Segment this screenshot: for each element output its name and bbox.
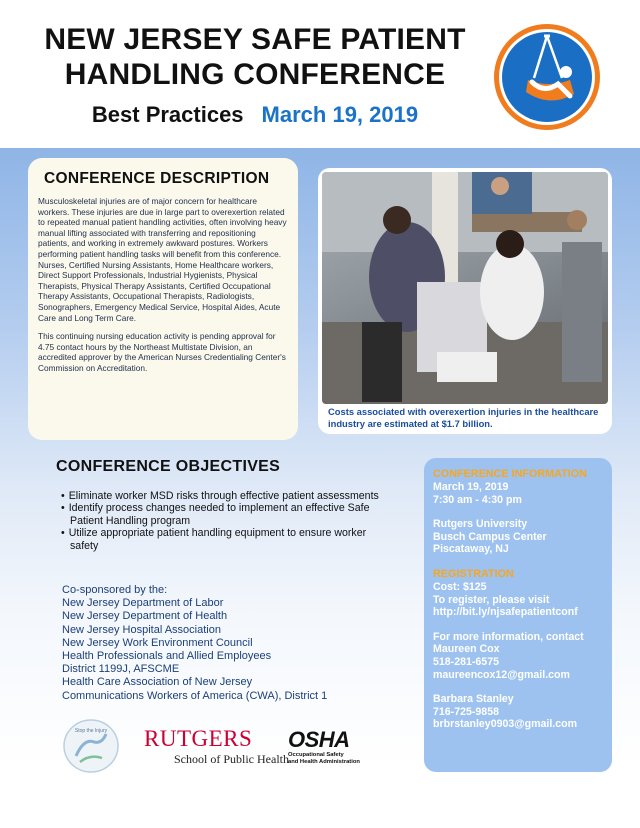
description-paragraph-1: Musculoskeletal injuries are of major concern for healthcare workers. These injuries are due in large part to overexertion related to repeated manual patient handling activities, often involving heavy manual lifting associated with transferring and repositioning patients, and working in extremely awkward postures. Workers performing patient handling tasks will benefit from this conference. Nurses, Certified Nursing Assistants, Home Healthcare workers, Direct Support Professionals, Industrial Hygienists, Physical Therapists, Physical Therapy Assistants, Certified Occupational Therapy Assistants, Occupational Therapists, Radiologists, Sonographers, Emergency Medical Service, Hospital Aides, Acute Care and Long Term Care. [38, 196, 287, 323]
description-card [28, 158, 298, 440]
objective-item: • Identify process changes needed to implement an effective Safe Patient Handling program [60, 502, 390, 527]
objective-item: • Eliminate worker MSD risks through effective patient assessments [60, 490, 390, 502]
contact-2-email[interactable]: brbrstanley0903@gmail.com [433, 718, 577, 731]
sponsor-item: Health Care Association of New Jersey [62, 676, 253, 689]
info-venue-3: Piscataway, NJ [433, 543, 509, 556]
sponsor-item: New Jersey Work Environment Council [62, 636, 253, 649]
sponsor-item: New Jersey Department of Labor [62, 597, 224, 610]
objective-item: • Utilize appropriate patient handling equipment to ensure worker safety [60, 527, 390, 552]
osha-logo [288, 728, 368, 766]
contact-1-phone: 518-281-6575 [433, 655, 499, 668]
contact-2-phone: 716-725-9858 [433, 705, 499, 718]
sponsor-item: New Jersey Hospital Association [62, 623, 221, 636]
sponsor-item: Communications Workers of America (CWA), District 1 [62, 689, 328, 702]
osha-name: OSHA [288, 727, 350, 752]
osha-line-1: Occupational Safety [288, 752, 344, 758]
contact-1-email[interactable]: maureencox12@gmail.com [433, 668, 570, 681]
registration-heading: REGISTRATION [433, 567, 514, 580]
sponsor-item: District 1199J, AFSCME [62, 663, 180, 676]
contact-1-name: Maureen Cox [433, 643, 500, 656]
sponsors-intro: Co-sponsored by the: [62, 584, 168, 596]
info-heading: CONFERENCE INFORMATION [433, 468, 587, 480]
subtitle-date: March 19, 2019 [261, 102, 419, 127]
info-card [424, 458, 612, 772]
patient-lift-sling-icon [492, 22, 602, 132]
info-venue-2: Busch Campus Center [433, 530, 547, 543]
info-time: 7:30 am - 4:30 pm [433, 493, 522, 506]
description-heading: CONFERENCE DESCRIPTION [44, 170, 270, 187]
registration-text: To register, please visit [433, 593, 550, 606]
stop-the-injury-logo [62, 718, 120, 774]
info-date: March 19, 2019 [433, 481, 509, 493]
conference-photo [322, 172, 608, 404]
sponsor-item: New Jersey Department of Health [62, 610, 228, 623]
photo-card [318, 168, 612, 434]
rutgers-school: School of Public Health [174, 752, 289, 766]
objectives-list [60, 490, 390, 552]
subtitle [20, 102, 490, 128]
description-paragraph-2: This continuing nursing education activity is pending approval for 4.75 contact hours by the Northeast Multistate Division, an accredited approver by the American Nurses Credentialing Center's Commission on Accreditation. [38, 331, 286, 373]
info-venue-1: Rutgers University [433, 518, 528, 531]
sponsors-block [62, 584, 392, 703]
stop-logo-text: Stop the Injury [74, 728, 108, 734]
objectives-heading: CONFERENCE OBJECTIVES [56, 458, 281, 475]
title-line-1: NEW JERSEY SAFE PATIENT [44, 23, 466, 56]
conference-photo-illustration [322, 172, 608, 404]
header [0, 0, 640, 148]
osha-line-2: and Health Administration [288, 759, 360, 765]
sponsor-item: Health Professionals and Allied Employees [62, 650, 272, 663]
title-line-2: HANDLING CONFERENCE [64, 58, 446, 91]
page-title [20, 22, 490, 92]
contact-text: For more information, contact [433, 630, 584, 643]
registration-link[interactable]: http://bit.ly/njsafepatientconf [433, 606, 578, 619]
registration-cost: Cost: $125 [433, 580, 487, 593]
subtitle-best-practices: Best Practices [91, 102, 244, 127]
rutgers-name: RUTGERS [144, 726, 253, 751]
contact-2-name: Barbara Stanley [433, 693, 514, 706]
rutgers-logo [144, 726, 289, 767]
photo-caption: Costs associated with overexertion injuries in the healthcare industry are estimated at $1.7 billion. [328, 406, 599, 429]
